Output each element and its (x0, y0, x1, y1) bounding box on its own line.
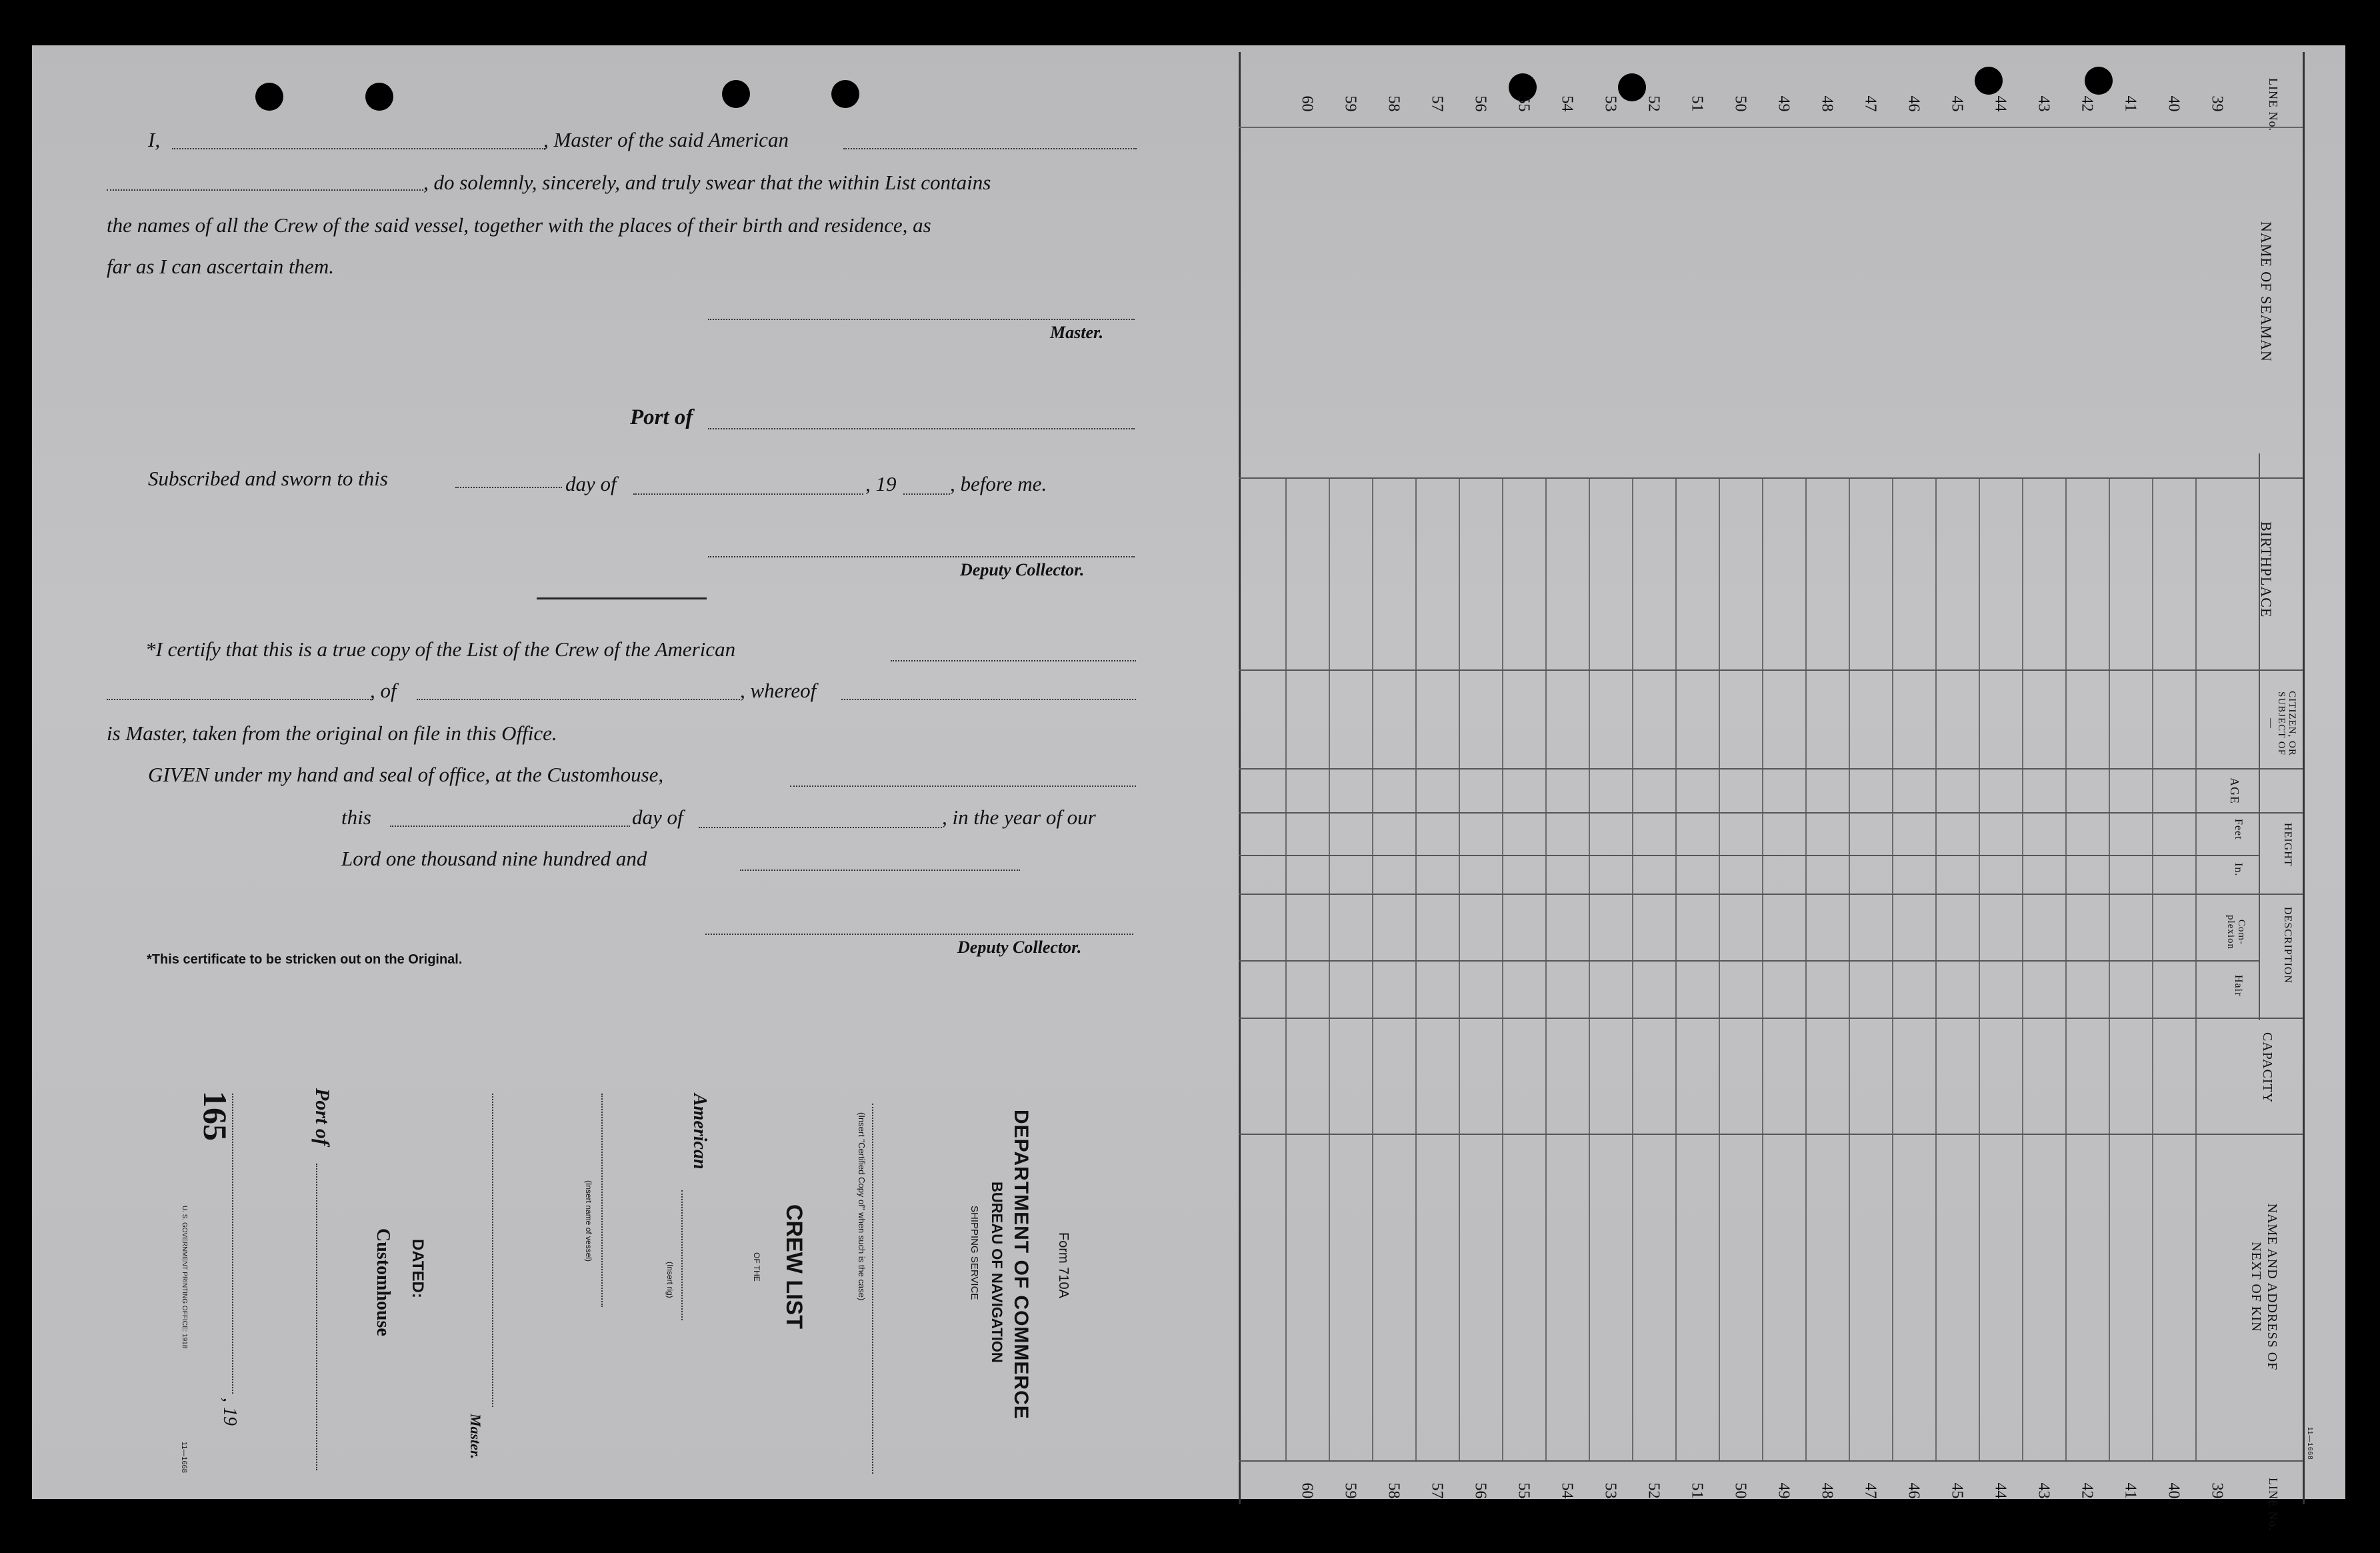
height-header: HEIGHT (2282, 823, 2293, 867)
day-of-label: day of (565, 472, 617, 495)
insert-certified-note: (Insert "Certified Copy of" when such is the case) (857, 1112, 867, 1301)
nineteen-label: , 19 (865, 472, 897, 495)
day-line[interactable] (455, 487, 562, 488)
name-of-seaman-header: NAME OF SEAMAN (2258, 221, 2275, 362)
back-port-of-label: Port of (311, 1088, 333, 1146)
cert-whereof: , whereof (740, 679, 817, 702)
back-master-label: Master. (467, 1414, 484, 1459)
cert-this: this (341, 806, 371, 829)
certified-copy-line[interactable] (872, 1104, 875, 1474)
line-number: 50 (1731, 95, 1749, 112)
deputy-signature-line-2[interactable] (705, 934, 1133, 935)
line-number: 44 (1991, 95, 2009, 112)
row-divider (2065, 477, 2067, 1460)
certify-line1: *I certify that this is a true copy of the List of the Crew of the American (145, 637, 736, 661)
line-number: 56 (1471, 1482, 1489, 1499)
deputy-collector-label-2: Deputy Collector. (957, 938, 1082, 957)
line-number: 42 (2078, 1482, 2096, 1499)
master-label: Master. (1050, 323, 1104, 342)
before-me-label: , before me. (950, 472, 1047, 495)
of-the-label: OF THE (752, 1252, 761, 1282)
line-number: 51 (1688, 95, 1706, 112)
line-number: 50 (1731, 1482, 1749, 1499)
dated-label: DATED: (409, 1239, 427, 1298)
table-right-border (2303, 52, 2305, 1504)
birthplace-citizen-divider (1239, 669, 2303, 671)
master-name-line[interactable] (172, 148, 545, 149)
line-number: 46 (1905, 95, 1923, 112)
certificate-footnote: *This certificate to be stricken out on the Original. (147, 952, 463, 967)
row-divider (1675, 477, 1677, 1460)
line-number: 51 (1688, 1482, 1706, 1499)
next-of-kin-header: NAME AND ADDRESS OF NEXT OF KIN (2249, 1203, 2279, 1371)
bureau-title: BUREAU OF NAVIGATION (989, 1182, 1005, 1363)
punch-hole (831, 80, 859, 108)
vessel-line[interactable] (601, 1094, 604, 1307)
crew-list-title: CREW LIST (781, 1204, 807, 1329)
line-number: 42 (2078, 95, 2096, 112)
row-divider (1502, 477, 1503, 1460)
line-number: 39 (2208, 1482, 2226, 1499)
port-line[interactable] (708, 428, 1135, 429)
line-number: 45 (1948, 95, 1966, 112)
row-divider (1719, 477, 1720, 1460)
line-number: 44 (1991, 1482, 2009, 1499)
row-divider (2195, 477, 2197, 1460)
service-title: SHIPPING SERVICE (969, 1206, 980, 1300)
line-number: 54 (1558, 95, 1576, 112)
back-port-line[interactable] (316, 1164, 319, 1470)
row-divider (1892, 477, 1893, 1460)
cert-day-line[interactable] (390, 826, 630, 827)
master-signature-line[interactable] (708, 319, 1135, 320)
name-birthplace-divider (1239, 477, 2303, 479)
form-number: Form 710A (1056, 1232, 1071, 1298)
row-divider (1935, 477, 1937, 1460)
punch-hole (255, 83, 283, 111)
back-year-label: , 19 (219, 1398, 240, 1426)
line-number: 48 (1818, 1482, 1836, 1499)
oath-line3: the names of all the Crew of the said vessel, together with the places of their birth and residence, as (107, 213, 931, 237)
description-header: DESCRIPTION (2282, 907, 2293, 984)
section-divider (537, 597, 707, 599)
line-number: 57 (1428, 95, 1446, 112)
line-number: 57 (1428, 1482, 1446, 1499)
cert-vessel-name-line[interactable] (107, 699, 373, 700)
citizen-age-divider (1239, 768, 2303, 769)
punch-hole (1618, 73, 1646, 101)
printing-code: 11—1668 (180, 1442, 188, 1473)
line-number: 54 (1558, 1482, 1576, 1499)
oath-line2: , do solemnly, sincerely, and truly swear that the within List contains (423, 171, 991, 194)
line-number: 47 (1861, 95, 1879, 112)
insert-rig-note: (Insert rig) (665, 1262, 675, 1298)
cert-year-line[interactable] (740, 870, 1020, 871)
capacity-kin-divider (1239, 1134, 2303, 1135)
stamp-number: 165 (197, 1091, 234, 1141)
line-no-header-bottom: LINE No. (2267, 1478, 2280, 1531)
punch-hole (722, 80, 750, 108)
row-divider (1372, 477, 1373, 1460)
cert-home-port-line[interactable] (417, 699, 740, 700)
row-divider (1979, 477, 1980, 1460)
row-divider (1589, 477, 1590, 1460)
line-number: 59 (1341, 95, 1359, 112)
line-number: 39 (2208, 95, 2226, 112)
line-number: 41 (2121, 1482, 2139, 1499)
year-line[interactable] (903, 493, 950, 495)
line-number: 49 (1775, 1482, 1793, 1499)
row-divider (1545, 477, 1547, 1460)
line-number: 47 (1861, 1482, 1879, 1499)
line-number: 56 (1471, 95, 1489, 112)
kin-bottom-divider (1239, 1460, 2303, 1462)
age-header: AGE (2228, 778, 2241, 804)
line-number: 53 (1601, 1482, 1619, 1499)
vessel-type-line[interactable] (843, 148, 1137, 149)
line-number: 60 (1298, 1482, 1316, 1499)
cert-in-the-year: , in the year of our (942, 806, 1096, 829)
age-height-divider (1239, 812, 2303, 814)
line-number: 46 (1905, 1482, 1923, 1499)
line-number: 53 (1601, 95, 1619, 112)
cert-master-name-line[interactable] (841, 699, 1136, 700)
inches-header: In. (2233, 863, 2244, 877)
line-number: 45 (1948, 1482, 1966, 1499)
complexion-header: Com-plexion (2225, 915, 2247, 950)
oath-line1-end: , Master of the said American (543, 128, 789, 151)
line-number: 40 (2165, 1482, 2183, 1499)
cert-of: , of (370, 679, 397, 702)
printing-office-note: U. S. GOVERNMENT PRINTING OFFICE: 1918 (181, 1206, 188, 1349)
department-title: DEPARTMENT OF COMMERCE (1010, 1110, 1032, 1420)
row-divider (2022, 477, 2023, 1460)
citizen-header: CITIZEN, OR SUBJECT OF— (2265, 691, 2297, 756)
row-divider (2109, 477, 2110, 1460)
feet-header: Feet (2233, 819, 2244, 840)
american-label: American (689, 1094, 710, 1170)
header-top-divider (1239, 127, 2303, 128)
line-number: 58 (1385, 95, 1403, 112)
cert-is-master: is Master, taken from the original on file in this Office. (107, 721, 557, 745)
line-number: 60 (1298, 95, 1316, 112)
line-number: 49 (1775, 95, 1793, 112)
vessel-name-line[interactable] (107, 189, 423, 191)
feet-inches-divider (1239, 855, 2259, 856)
description-capacity-divider (1239, 1018, 2303, 1019)
line-number: 41 (2121, 95, 2139, 112)
rig-line[interactable] (681, 1190, 684, 1320)
side-code: 11—1668 (2306, 1427, 2313, 1460)
line-number: 43 (2035, 95, 2053, 112)
row-divider (1329, 477, 1330, 1460)
line-number: 52 (1645, 95, 1663, 112)
line-number: 59 (1341, 1482, 1359, 1499)
line-number: 43 (2035, 1482, 2053, 1499)
insert-vessel-note: (Insert name of vessel) (584, 1180, 593, 1262)
row-divider (1285, 477, 1287, 1460)
row-divider (1459, 477, 1460, 1460)
row-divider (1632, 477, 1633, 1460)
line-number: 48 (1818, 95, 1836, 112)
oath-line4: far as I can ascertain them. (107, 255, 334, 278)
punch-hole (365, 83, 393, 111)
line-number: 40 (2165, 95, 2183, 112)
cert-customhouse-line[interactable] (790, 786, 1136, 787)
cert-given: GIVEN under my hand and seal of office, at the Customhouse, (148, 763, 664, 786)
row-divider (1415, 477, 1417, 1460)
capacity-header: CAPACITY (2260, 1032, 2275, 1104)
line-number: 55 (1515, 1482, 1533, 1499)
birthplace-header: BIRTHPLACE (2258, 521, 2275, 618)
month-line[interactable] (633, 493, 863, 495)
height-complexion-divider (1239, 894, 2303, 895)
row-divider (2152, 477, 2153, 1460)
row-divider (1805, 477, 1807, 1460)
oath-i: I, (148, 128, 161, 151)
line-number: 52 (1645, 1482, 1663, 1499)
master-line[interactable] (492, 1094, 495, 1407)
deputy-signature-line-1[interactable] (708, 556, 1135, 557)
cert-day-of: day of (632, 806, 683, 829)
line-no-header-top: LINE No. (2267, 78, 2280, 131)
customhouse-label: Customhouse (373, 1228, 393, 1336)
page-fold (1239, 52, 1241, 1504)
complexion-hair-divider (1239, 960, 2259, 962)
cert-month-line[interactable] (699, 827, 942, 828)
row-divider (1762, 477, 1763, 1460)
subscribed-label: Subscribed and sworn to this (148, 467, 388, 490)
hair-header: Hair (2233, 975, 2244, 997)
cert-vessel-type-line[interactable] (891, 660, 1136, 661)
row-divider (1849, 477, 1850, 1460)
cert-lord: Lord one thousand nine hundred and (341, 847, 647, 870)
deputy-collector-label-1: Deputy Collector. (960, 560, 1085, 579)
line-number: 58 (1385, 1482, 1403, 1499)
line-number: 55 (1515, 95, 1533, 112)
port-of-label: Port of (630, 405, 693, 429)
